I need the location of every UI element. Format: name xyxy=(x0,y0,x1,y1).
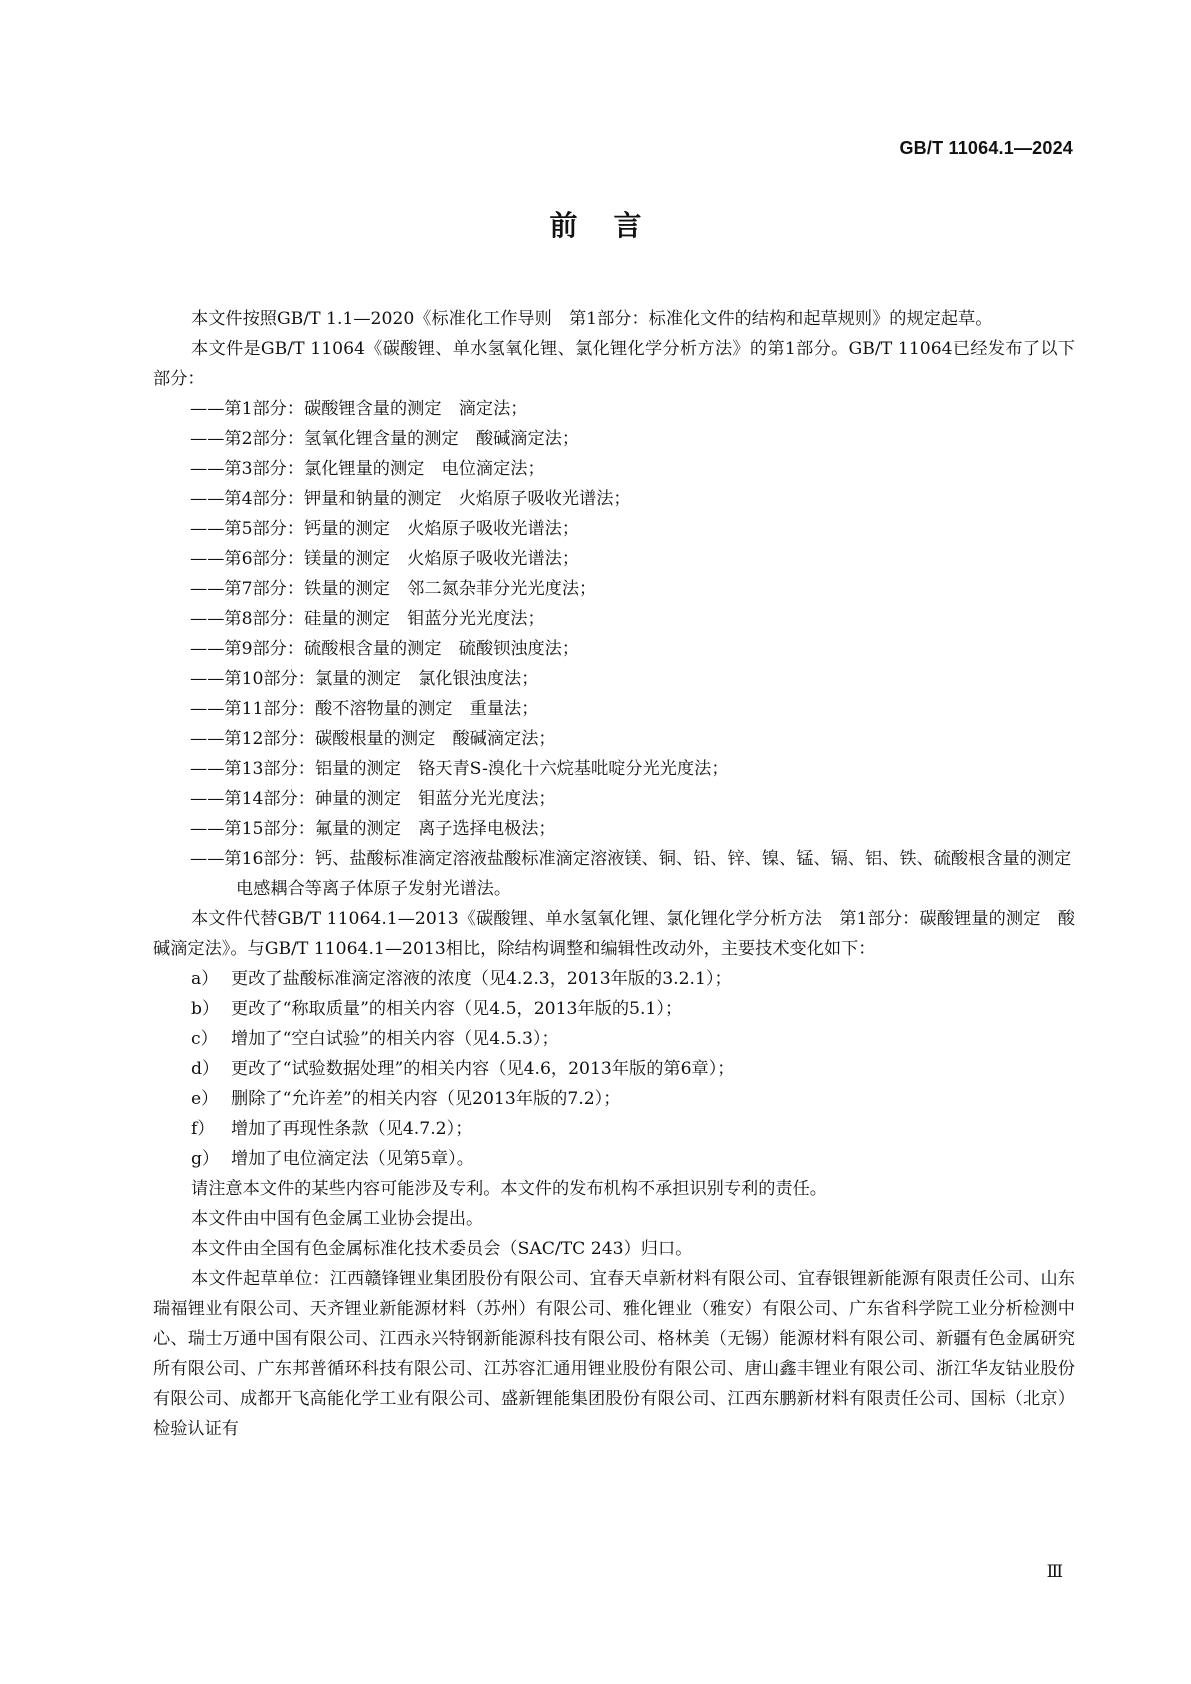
change-label: a） xyxy=(191,969,219,989)
change-item xyxy=(153,1084,1075,1114)
change-label: c） xyxy=(191,1029,218,1049)
change-text: 增加了“空白试验”的相关内容（见4.5.3）； xyxy=(231,1029,559,1049)
change-label: g） xyxy=(191,1149,220,1169)
parts-list-item: ——第10部分：氯量的测定 氯化银浊度法； xyxy=(190,669,539,689)
change-text: 增加了电位滴定法（见第5章）。 xyxy=(231,1149,474,1169)
change-text: 删除了“允许差”的相关内容（见2013年版的7.2）； xyxy=(231,1089,621,1109)
change-text: 增加了再现性条款（见4.7.2）； xyxy=(231,1119,473,1139)
parts-list-item: ——第1部分：碳酸锂含量的测定 滴定法； xyxy=(190,399,528,419)
change-item xyxy=(153,1054,1075,1084)
document-body xyxy=(153,304,1089,1444)
change-text: 更改了“试验数据处理”的相关内容（见4.6，2013年版的第6章）； xyxy=(231,1059,735,1079)
parts-list-item: ——第3部分：氯化锂量的测定 电位滴定法； xyxy=(190,459,545,479)
parts-list-item: ——第2部分：氢氧化锂含量的测定 酸碱滴定法； xyxy=(190,429,580,449)
change-text: 更改了“称取质量”的相关内容（见4.5，2013年版的5.1）； xyxy=(231,999,683,1019)
parts-list-item: ——第4部分：钾量和钠量的测定 火焰原子吸收光谱法； xyxy=(190,489,631,509)
parts-list-item: ——第7部分：铁量的测定 邻二氮杂菲分光光度法； xyxy=(190,579,597,599)
change-item xyxy=(153,1144,1075,1174)
change-item xyxy=(153,1024,1075,1054)
change-text: 更改了盐酸标准滴定溶液的浓度（见4.2.3，2013年版的3.2.1）； xyxy=(231,969,732,989)
parts-list-item: ——第12部分：碳酸根量的测定 酸碱滴定法； xyxy=(190,729,556,749)
committee-paragraph: 本文件由全国有色金属标准化技术委员会（SAC/TC 243）归口。 xyxy=(191,1239,693,1259)
change-item xyxy=(153,964,1075,994)
page-title: 前言 xyxy=(549,209,678,242)
intro-paragraph-2: 本文件是GB/T 11064《碳酸锂、单水氢氧化锂、氯化锂化学分析方法》的第1部分。GB/T 11064已经发布了以下部分： xyxy=(153,339,1075,389)
change-label: e） xyxy=(191,1089,219,1109)
drafters-paragraph: 本文件起草单位：江西赣锋锂业集团股份有限公司、宜春天卓新材料有限公司、宜春银锂新能源有限责任公司、山东瑞福锂业有限公司、天齐锂业新能源材料（苏州）有限公司、雅化锂业（雅安）有限公司、广东省科学院工业分析检测中心、瑞士万通中国有限公司、江西永兴特钢新能源科技有限公司、格林美（无锡）能源材料有限公司、新疆有色金属研究所有限公司、广东邦普循环科技有限公司、江苏容汇通用锂业股份有限公司、唐山鑫丰锂业有限公司、浙江华友钴业股份有限公司、成都开飞高能化学工业有限公司、盛新锂能集团股份有限公司、江西东鹏新材料有限责任公司、国标（北京）检验认证有 xyxy=(153,1269,1075,1439)
parts-list-item: ——第5部分：钙量的测定 火焰原子吸收光谱法； xyxy=(190,519,580,539)
standard-code: GB/T 11064.1—2024 xyxy=(899,138,1073,158)
parts-list-item: ——第8部分：硅量的测定 钼蓝分光光度法； xyxy=(190,609,545,629)
parts-list-item: ——第14部分：砷量的测定 钼蓝分光光度法； xyxy=(190,789,556,809)
parts-list-item: ——第11部分：酸不溶物量的测定 重量法； xyxy=(190,699,539,719)
parts-list-item: ——第15部分：氟量的测定 离子选择电极法； xyxy=(190,819,556,839)
parts-list xyxy=(153,394,1089,904)
change-label: f） xyxy=(191,1119,215,1139)
change-item xyxy=(153,1114,1075,1144)
page-number: Ⅲ xyxy=(1046,1562,1063,1582)
parts-list-item: ——第16部分：钙、盐酸标准滴定溶液盐酸标准滴定溶液镁、铜、铅、锌、镍、锰、镉、铝、铁、硫酸根含量的测定 电感耦合等离子体原子发射光谱法。 xyxy=(190,849,1089,899)
replace-paragraph: 本文件代替GB/T 11064.1—2013《碳酸锂、单水氢氧化锂、氯化锂化学分析方法 第1部分：碳酸锂量的测定 酸碱滴定法》。与GB/T 11064.1—2013相比，除结构调整和编辑性改动外，主要技术变化如下： xyxy=(153,909,1075,959)
change-label: b） xyxy=(191,999,220,1019)
parts-list-item: ——第13部分：铝量的测定 铬天青S-溴化十六烷基吡啶分光光度法； xyxy=(190,759,729,779)
proposer-paragraph: 本文件由中国有色金属工业协会提出。 xyxy=(191,1209,484,1229)
parts-list-item: ——第9部分：硫酸根含量的测定 硫酸钡浊度法； xyxy=(190,639,580,659)
changes-list xyxy=(153,964,1075,1174)
intro-paragraph-1: 本文件按照GB/T 1.1—2020《标准化工作导则 第1部分：标准化文件的结构和起草规则》的规定起草。 xyxy=(191,309,993,329)
parts-list-item: ——第6部分：镁量的测定 火焰原子吸收光谱法； xyxy=(190,549,580,569)
change-label: d） xyxy=(191,1059,220,1079)
patent-notice: 请注意本文件的某些内容可能涉及专利。本文件的发布机构不承担识别专利的责任。 xyxy=(191,1179,827,1199)
change-item xyxy=(153,994,1075,1024)
